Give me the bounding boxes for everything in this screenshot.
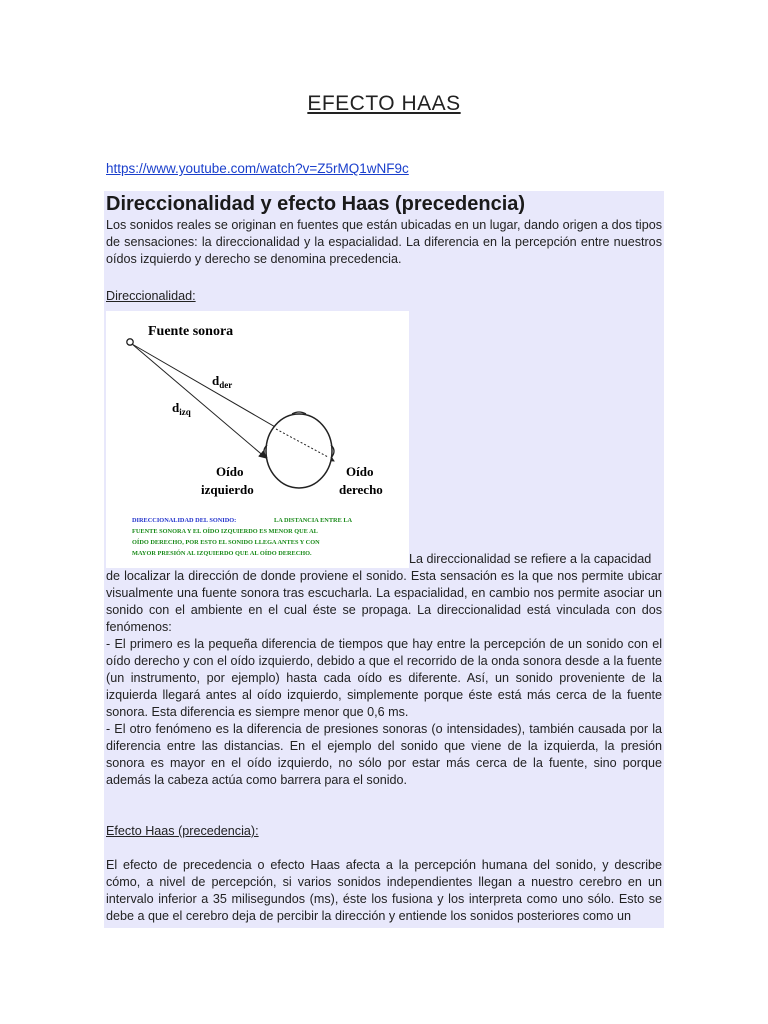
caption-green-4: MAYOR PRESIÓN AL IZQUIERDO QUE AL OÍDO DERECHO. bbox=[132, 550, 312, 557]
ear-right-label-1: Oído bbox=[346, 464, 374, 479]
directionality-diagram bbox=[106, 311, 409, 568]
inline-text-after-figure: La direccionalidad se refiere a la capacidad bbox=[409, 552, 652, 566]
figure-row bbox=[104, 311, 664, 568]
source-label: Fuente sonora bbox=[148, 324, 234, 339]
content-box bbox=[104, 191, 664, 928]
intro-paragraph: Los sonidos reales se originan en fuentes que están ubicadas en un lugar, dando origen a dos tipos de sensaciones: la direccionalidad y la espacialidad. La diferencia en la percepción entre nuestros oídos izquierdo y derecho se denomina precedencia. bbox=[106, 218, 662, 266]
direccionalidad-paragraph: de localizar la dirección de donde proviene el sonido. Esta sensación es la que nos permite ubicar visualmente una fuente sonora tras escucharla. La espacialidad, en cambio nos permite asociar un sonido con el ambiente en el cual éste se propaga. La direccionalidad está vinculada con dos fenómenos: bbox=[106, 569, 662, 634]
directionality-figure bbox=[106, 311, 409, 568]
ray-left bbox=[132, 344, 266, 458]
head bbox=[266, 414, 332, 488]
youtube-link[interactable]: https://www.youtube.com/watch?v=Z5rMQ1wNF9c bbox=[106, 161, 409, 176]
caption-green-2: FUENTE SONORA Y EL OÍDO IZQUIERDO ES MENOR QUE AL bbox=[132, 528, 318, 535]
haas-paragraph: El efecto de precedencia o efecto Haas afecta a la percepción humana del sonido, y describe cómo, a nivel de percepción, si varios sonidos independientes llegan a nuestro cerebro en un intervalo inferior a 35 milisegundos (ms), éste los fusiona y los interpreta como uno sólo. Esto se debe a que el cerebro deja de percibir la dirección y entiende los sonidos posteriores como un bbox=[106, 858, 662, 923]
subheading-direccionalidad: Direccionalidad: bbox=[106, 289, 196, 303]
section-title: Direccionalidad y efecto Haas (precedencia) bbox=[106, 193, 526, 215]
caption-green-1: LA DISTANCIA ENTRE LA bbox=[274, 517, 353, 524]
caption-green-3: OÍDO DERECHO, POR ESTO EL SONIDO LLEGA ANTES Y CON bbox=[132, 539, 320, 546]
ear-left-label-1: Oído bbox=[216, 464, 244, 479]
ear-left-label-2: izquierdo bbox=[201, 482, 254, 497]
caption-blue: DIRECCIONALIDAD DEL SONIDO: bbox=[132, 517, 237, 524]
d-izq-label: $d_{izq}$ bbox=[172, 400, 191, 417]
bullet-first-phenomenon: - El primero es la pequeña diferencia de tiempos que hay entre la percepción de un sonido con el oído derecho y con el oído izquierdo, debido a que el recorrido de la onda sonora desde a la fuente (un instrumento, por ejemplo) hasta cada oído es diferente. Así, un sonido proveniente de la izquierda llegará antes al oído izquierdo, simplemente porque éste está más cerca de la fuente sonora. Esta diferencia es siempre menor que 0,6 ms. bbox=[106, 637, 662, 719]
d-der-label: $d_{der}$ bbox=[212, 373, 233, 390]
ear-right-label-2: derecho bbox=[339, 482, 383, 497]
bullet-second-phenomenon: - El otro fenómeno es la diferencia de presiones sonoras (o intensidades), también causada por la diferencia entre las distancias. En el ejemplo del sonido que viene de la izquierda, la presión sonora es mayor en el oído izquierdo, no sólo por estar más cerca de la fuente, sino porque además la cabeza actúa como barrera para el sonido. bbox=[106, 722, 662, 787]
page-title: EFECTO HAAS bbox=[307, 92, 461, 115]
subheading-efecto-haas: Efecto Haas (precedencia): bbox=[106, 824, 259, 838]
